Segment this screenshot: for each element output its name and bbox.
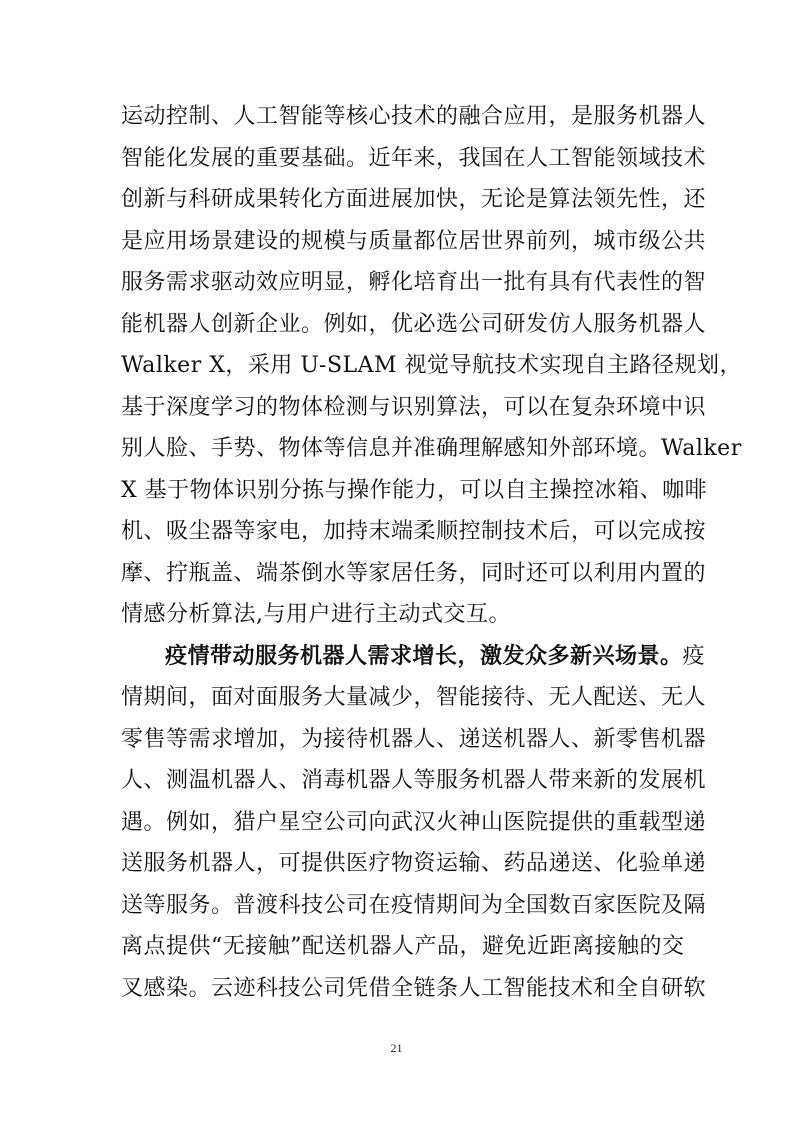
paragraph-1 — [121, 96, 743, 636]
text-line: 情感分析算法,与用户进行主动式交互。 — [121, 602, 511, 627]
text-line: 叉感染。云迹科技公司凭借全链条人工智能技术和全自研软 — [121, 975, 707, 1001]
page-number: 21 — [390, 1041, 403, 1055]
text-line: 智能化发展的重要基础。近年来，我国在人工智能领域技术 — [121, 145, 707, 171]
text-line: 零售等需求增加，为接待机器人、递送机器人、新零售机器 — [121, 726, 707, 752]
text-line: 离点提供“无接触”配送机器人产品，避免近距离接触的交 — [121, 934, 685, 959]
text-line: 服务需求驱动效应明显，孵化培育出一批有具有代表性的智 — [121, 270, 707, 295]
text-line: 机、吸尘器等家电，加持末端柔顺控制技术后，可以完成按 — [121, 519, 707, 544]
text-line: 基于深度学习的物体检测与识别算法，可以在复杂环境中识 — [121, 394, 707, 420]
text-line: 送等服务。普渡科技公司在疫情期间为全国数百家医院及隔 — [121, 892, 707, 918]
paragraph-2 — [121, 636, 707, 1010]
text-line: 创新与科研成果转化方面进展加快，无论是算法领先性，还 — [121, 187, 707, 212]
text-line: X 基于物体识别分拣与操作能力，可以自主操控冰箱、咖啡 — [121, 477, 708, 503]
text-line: 遇。例如，猎户星空公司向武汉火神山医院提供的重载型递 — [121, 809, 707, 835]
heading-line-rest: 疫 — [682, 643, 706, 669]
paragraph-heading: 疫情带动服务机器人需求增长，激发众多新兴场景。 — [165, 642, 683, 669]
text-line: 能机器人创新企业。例如，优必选公司研发仿人服务机器人 — [121, 311, 707, 337]
paragraph-heading-line — [121, 636, 706, 678]
body-text — [121, 96, 743, 1009]
text-line: 摩、拧瓶盖、端茶倒水等家居任务，同时还可以利用内置的 — [121, 560, 707, 586]
text-line: 情期间，面对面服务大量减少，智能接待、无人配送、无人 — [121, 685, 707, 710]
text-line: 是应用场景建设的规模与质量都位居世界前列，城市级公共 — [121, 228, 707, 254]
text-line: 送服务机器人，可提供医疗物资运输、药品递送、化验单递 — [121, 851, 707, 876]
text-line: 人、测温机器人、消毒机器人等服务机器人带来新的发展机 — [121, 768, 707, 793]
text-line: 运动控制、人工智能等核心技术的融合应用，是服务机器人 — [121, 104, 707, 129]
text-line: Walker X，采用 U-SLAM 视觉导航技术实现自主路径规划， — [121, 353, 743, 378]
text-line: 别人脸、手势、物体等信息并准确理解感知外部环境。Walker — [121, 436, 742, 461]
